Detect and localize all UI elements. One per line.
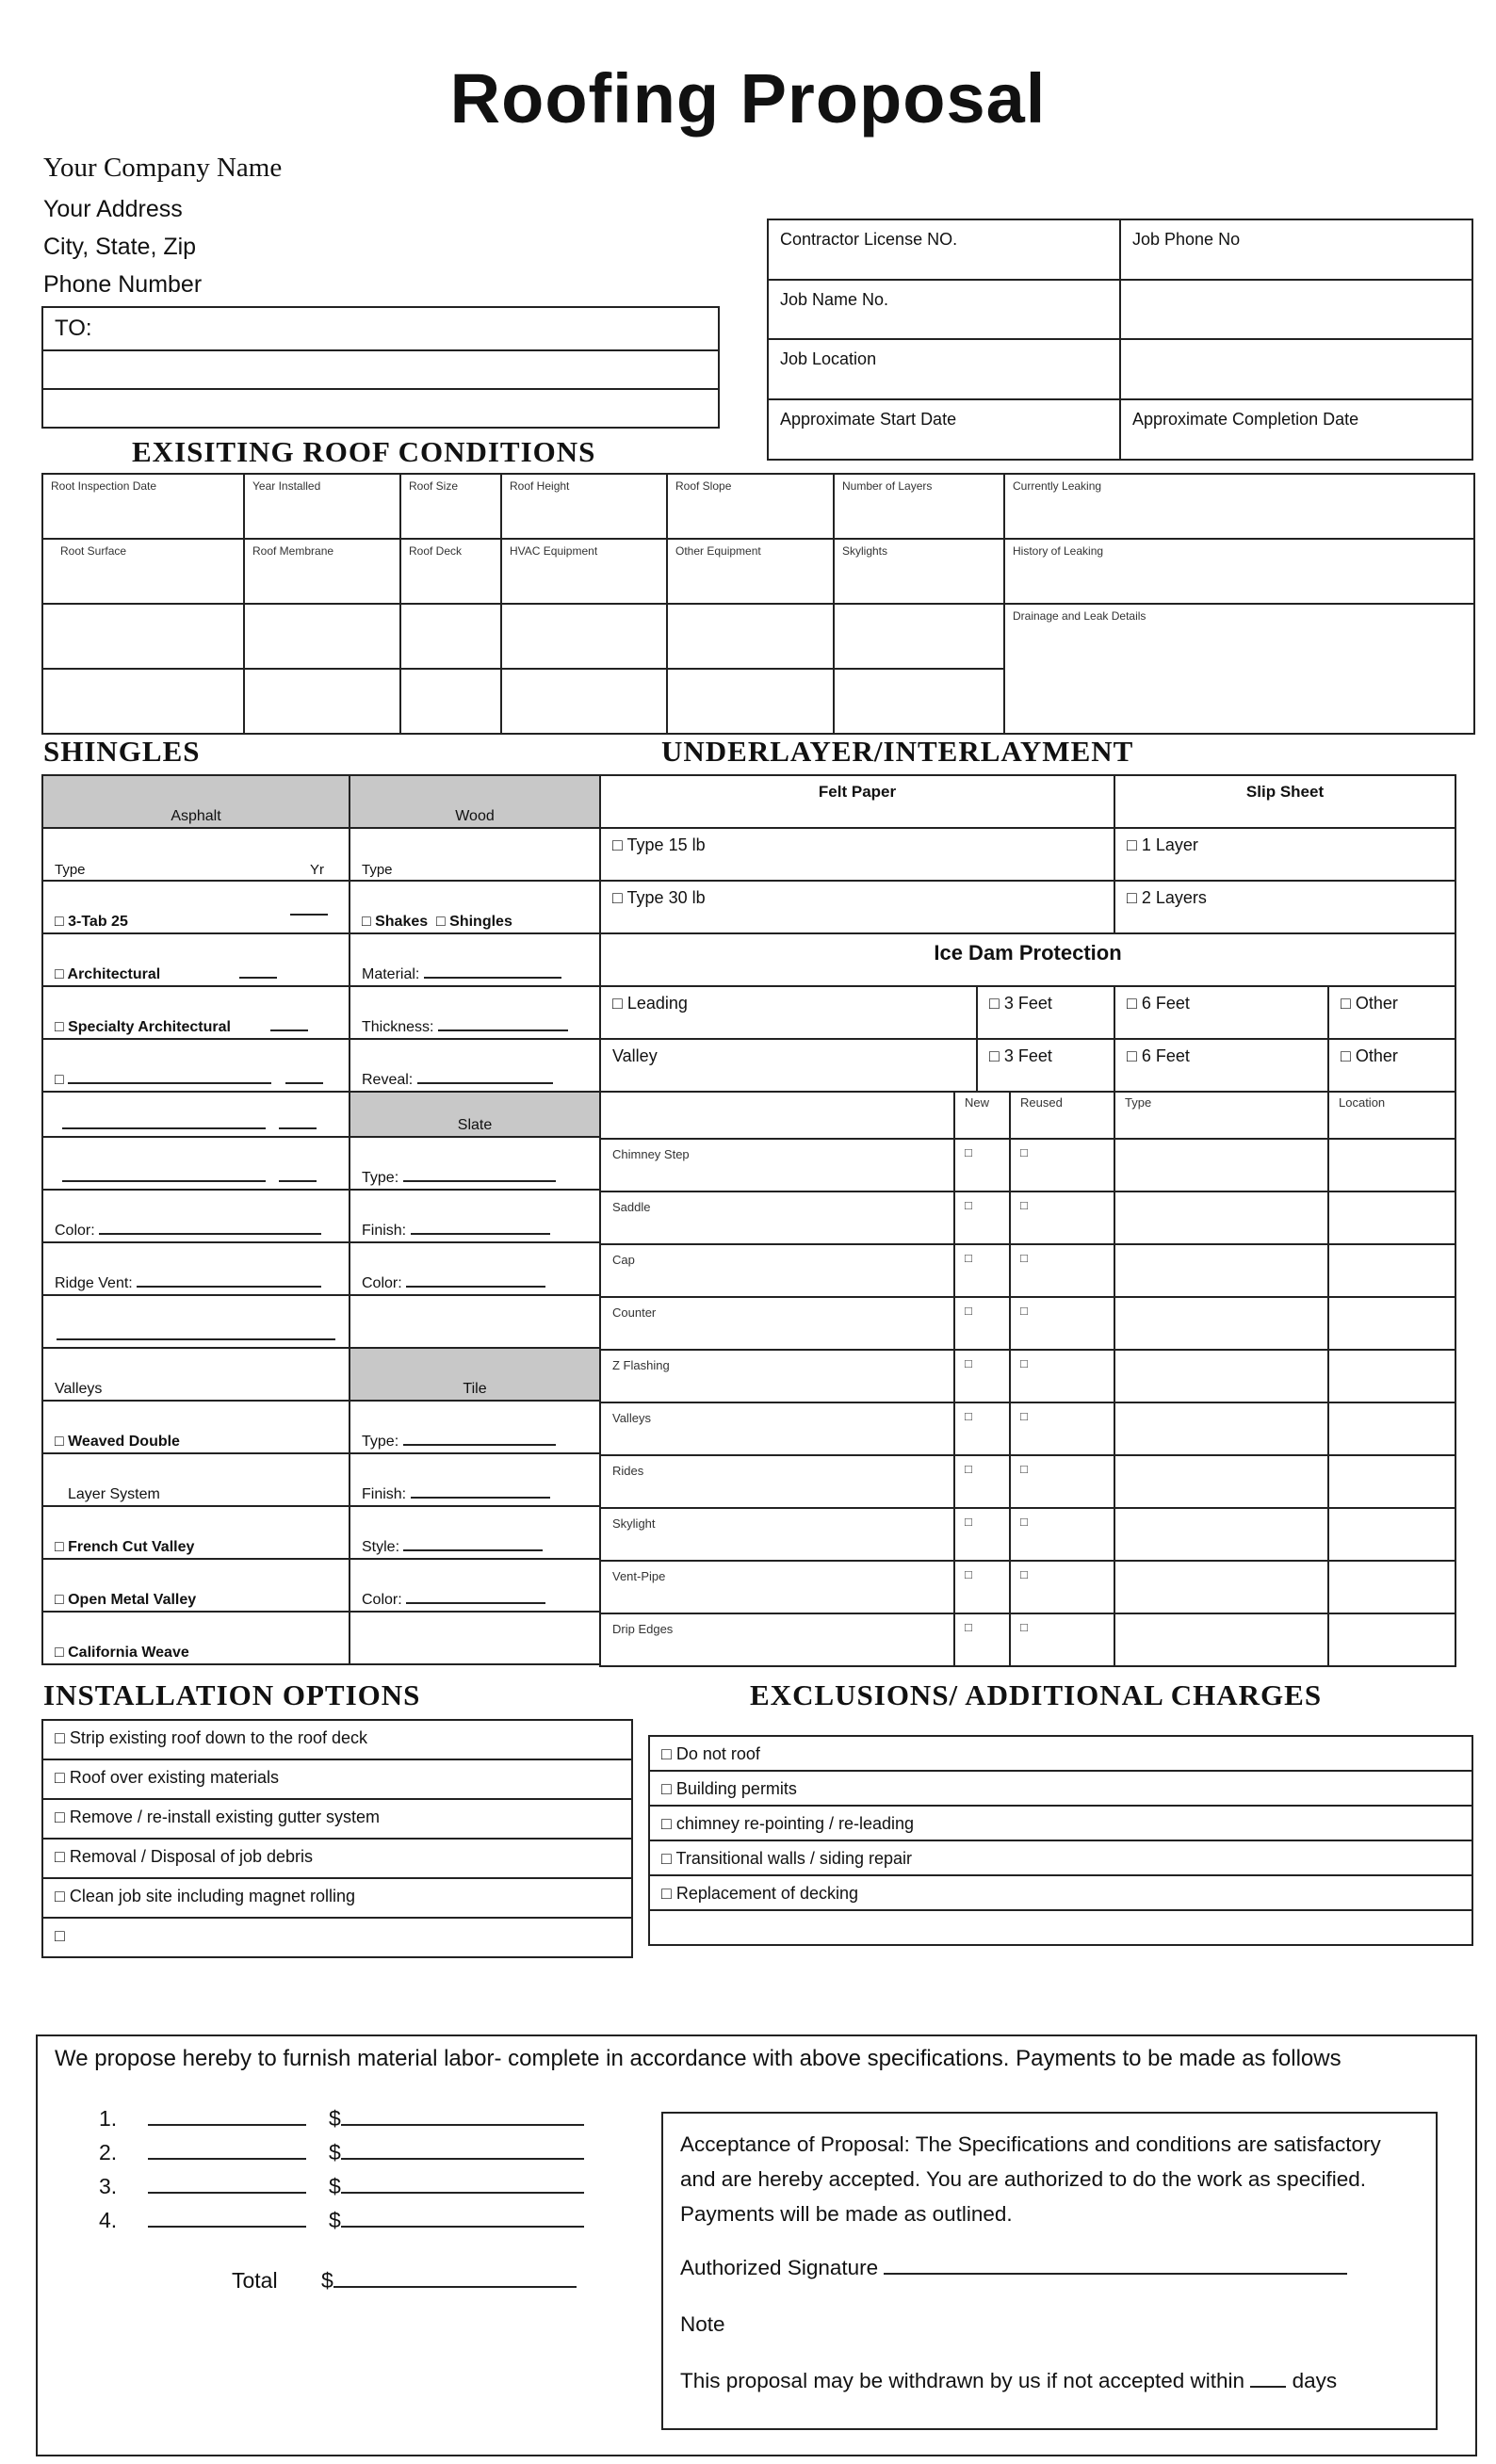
color-line [99, 1233, 321, 1235]
location-cell[interactable] [1328, 1350, 1455, 1402]
flashing-table [599, 1091, 1456, 1667]
job-location-value[interactable] [1120, 339, 1472, 399]
location-cell[interactable] [1328, 1561, 1455, 1613]
architectural-option[interactable] [42, 933, 350, 986]
payment-row-2 [99, 2140, 584, 2165]
reused-checkbox[interactable]: □ [1010, 1508, 1114, 1561]
tile-style-field[interactable] [350, 1506, 600, 1559]
underlayer-heading: UNDERLAYER/INTERLAYMENT [661, 735, 1134, 768]
installation-option[interactable]: □ Roof over existing materials [42, 1759, 632, 1799]
color-line [406, 1286, 545, 1288]
job-name-value[interactable] [1120, 280, 1472, 339]
payment-amount-line[interactable] [341, 2124, 584, 2126]
blank-cell[interactable] [350, 1612, 600, 1664]
valley-6-feet[interactable]: □ 6 Feet [1114, 1039, 1328, 1092]
finish-line [411, 1497, 550, 1499]
flashing-item-header [600, 1092, 954, 1139]
currently-leaking-field[interactable]: Currently Leaking [1004, 474, 1474, 539]
ridge-vent-label: Ridge Vent: [55, 1275, 133, 1291]
color-field[interactable] [42, 1190, 350, 1242]
open-metal-option[interactable]: □ Open Metal Valley [42, 1559, 350, 1612]
type-label: Type [55, 862, 86, 878]
number-layers-field[interactable]: Number of Layers [834, 474, 1004, 539]
type30-option[interactable]: □ Type 30 lb [600, 881, 1114, 933]
blank-cell[interactable] [42, 604, 244, 669]
reused-checkbox[interactable]: □ [1010, 1455, 1114, 1508]
shingles-label: □ Shingles [436, 914, 512, 930]
finish-line [411, 1233, 550, 1235]
new-checkbox[interactable]: □ [954, 1244, 1010, 1297]
valley-option[interactable]: Valley [600, 1039, 977, 1092]
days-label: days [1292, 2369, 1338, 2392]
california-weave-option[interactable]: □ California Weave [42, 1612, 350, 1664]
slate-type-field[interactable] [350, 1137, 600, 1190]
payment-date-line[interactable] [148, 2124, 306, 2126]
checkbox-icon: □ [55, 1072, 64, 1088]
layer2-option[interactable]: □ 2 Layers [1114, 881, 1455, 933]
new-checkbox[interactable]: □ [954, 1508, 1010, 1561]
start-date-label: Approximate Start Date [780, 410, 957, 429]
wood-type-row: Type [350, 828, 600, 881]
valleys-label: Valleys [42, 1348, 350, 1401]
flashing-item: Cap [600, 1244, 954, 1297]
three-tab-label: □ 3-Tab 25 [55, 914, 128, 930]
blank-asphalt-line[interactable] [42, 1137, 350, 1190]
new-checkbox[interactable]: □ [954, 1402, 1010, 1455]
roof-size-field[interactable]: Roof Size [400, 474, 501, 539]
reused-checkbox[interactable]: □ [1010, 1139, 1114, 1191]
valley-other[interactable]: □ Other [1328, 1039, 1455, 1092]
proposal-text: We propose hereby to furnish material labor- complete in accordance with above specifications. Payments to be made as follows [55, 2046, 1342, 2071]
roof-height-field[interactable]: Roof Height [501, 474, 667, 539]
color-label: Color: [362, 1592, 402, 1608]
color-label: Color: [362, 1275, 402, 1291]
wood-header: Wood [350, 775, 600, 828]
blank-cell[interactable] [501, 669, 667, 734]
location-cell[interactable] [1328, 1139, 1455, 1191]
type-cell[interactable] [1114, 1402, 1328, 1455]
installation-option[interactable]: □ Removal / Disposal of job debris [42, 1839, 632, 1878]
finish-label: Finish: [362, 1486, 407, 1502]
blank-line [57, 1338, 335, 1340]
type-cell[interactable] [1114, 1297, 1328, 1350]
note-label: Note [680, 2312, 725, 2336]
company-phone: Phone Number [43, 271, 203, 298]
job-phone-field[interactable] [1120, 219, 1472, 280]
reused-checkbox[interactable]: □ [1010, 1402, 1114, 1455]
ridge-vent-line [137, 1286, 321, 1288]
style-label: Style: [362, 1539, 400, 1555]
finish-label: Finish: [362, 1223, 407, 1239]
type-header: Type [1114, 1092, 1328, 1139]
inspection-date-field[interactable]: Root Inspection Date [42, 474, 244, 539]
blank-cell[interactable] [42, 669, 244, 734]
payment-amount-line[interactable] [341, 2226, 584, 2228]
blank-line [68, 1082, 271, 1084]
reused-checkbox[interactable]: □ [1010, 1561, 1114, 1613]
yr-line [270, 1029, 308, 1031]
thickness-field[interactable] [350, 986, 600, 1039]
company-address: Your Address [43, 196, 183, 222]
blank-cell[interactable] [667, 604, 834, 669]
blank-cell[interactable] [244, 604, 400, 669]
material-field[interactable] [350, 933, 600, 986]
contractor-table [767, 219, 1473, 461]
blank-cell[interactable] [400, 604, 501, 669]
completion-date-label: Approximate Completion Date [1132, 410, 1359, 429]
type-cell[interactable] [1114, 1139, 1328, 1191]
exclusion-option[interactable]: □ Replacement of decking [649, 1875, 1472, 1910]
to-table [41, 306, 720, 429]
to-line-2[interactable] [42, 350, 719, 389]
type-cell[interactable] [1114, 1613, 1328, 1666]
installation-heading: INSTALLATION OPTIONS [43, 1678, 421, 1711]
three-tab-option[interactable] [42, 881, 350, 933]
shingles-heading: SHINGLES [43, 735, 201, 768]
payment-number: 4. [99, 2208, 118, 2232]
reused-header: Reused [1010, 1092, 1114, 1139]
dollar-sign: $ [320, 2268, 333, 2293]
type-cell[interactable] [1114, 1508, 1328, 1561]
location-cell[interactable] [1328, 1244, 1455, 1297]
roof-surface-field[interactable]: Root Surface [42, 539, 244, 604]
underlayer-table [599, 774, 1456, 1093]
yr-line [285, 1082, 323, 1084]
acceptance-box [661, 2112, 1438, 2430]
leading-6-feet[interactable]: □ 6 Feet [1114, 986, 1328, 1039]
start-date-field[interactable] [768, 399, 1120, 460]
installation-table [41, 1719, 633, 1958]
thickness-label: Thickness: [362, 1019, 434, 1035]
wood-shakes-shingles[interactable] [350, 881, 600, 933]
tile-color-field[interactable] [350, 1559, 600, 1612]
thickness-line [438, 1029, 568, 1031]
asphalt-header: Asphalt [42, 775, 350, 828]
total-amount-line[interactable] [333, 2286, 577, 2288]
yr-line [239, 977, 277, 979]
type-line [403, 1444, 556, 1446]
color-label: Color: [55, 1223, 95, 1239]
payment-amount-line[interactable] [341, 2192, 584, 2194]
location-cell[interactable] [1328, 1402, 1455, 1455]
blank-asphalt-line[interactable] [42, 1092, 350, 1137]
exclusion-option[interactable]: □ chimney re-pointing / re-leading [649, 1806, 1472, 1840]
new-checkbox[interactable]: □ [954, 1613, 1010, 1666]
reveal-field[interactable] [350, 1039, 600, 1092]
installation-option[interactable]: □ Remove / re-install existing gutter system [42, 1799, 632, 1839]
page-title: Roofing Proposal [449, 59, 1047, 138]
new-header: New [954, 1092, 1010, 1139]
location-cell[interactable] [1328, 1191, 1455, 1244]
existing-conditions-heading: EXISITING ROOF CONDITIONS [132, 435, 596, 468]
payment-date-line[interactable] [148, 2226, 306, 2228]
job-phone-label: Job Phone No [1132, 230, 1241, 249]
type-cell[interactable] [1114, 1350, 1328, 1402]
type-label: Type: [362, 1434, 399, 1450]
blank-asphalt-option[interactable] [42, 1039, 350, 1092]
signature-row [680, 2256, 1419, 2280]
slip-sheet-header: Slip Sheet [1114, 775, 1455, 828]
yr-line [279, 1180, 317, 1182]
blank-ridge-line[interactable] [42, 1295, 350, 1348]
blank-cell[interactable] [834, 669, 1004, 734]
flashing-item: Chimney Step [600, 1139, 954, 1191]
history-leaking-field[interactable]: History of Leaking [1004, 539, 1474, 604]
valley-3-feet[interactable]: □ 3 Feet [977, 1039, 1114, 1092]
signature-line[interactable] [884, 2273, 1347, 2275]
asphalt-type-row [42, 828, 350, 881]
to-field[interactable] [42, 307, 719, 350]
material-line [424, 977, 561, 979]
flashing-item: Valleys [600, 1402, 954, 1455]
yr-label: Yr [310, 862, 324, 878]
new-checkbox[interactable]: □ [954, 1350, 1010, 1402]
flashing-item: Z Flashing [600, 1350, 954, 1402]
type-cell[interactable] [1114, 1455, 1328, 1508]
flashing-item: Skylight [600, 1508, 954, 1561]
leading-3-feet[interactable]: □ 3 Feet [977, 986, 1114, 1039]
total-label: Total [232, 2268, 278, 2293]
blank-cell[interactable] [501, 604, 667, 669]
shakes-label: □ Shakes [362, 914, 429, 930]
layer-system-label: Layer System [42, 1453, 350, 1506]
type-cell[interactable] [1114, 1191, 1328, 1244]
hvac-equipment-field[interactable]: HVAC Equipment [501, 539, 667, 604]
payment-row-4 [99, 2208, 584, 2233]
tile-finish-field[interactable] [350, 1453, 600, 1506]
blank-line [62, 1127, 266, 1129]
job-name-label: Job Name No. [780, 290, 889, 309]
payment-number: 3. [99, 2174, 118, 2198]
location-cell[interactable] [1328, 1613, 1455, 1666]
reused-checkbox[interactable]: □ [1010, 1244, 1114, 1297]
payment-number: 1. [99, 2106, 118, 2131]
flashing-item: Drip Edges [600, 1613, 954, 1666]
roof-slope-field[interactable]: Roof Slope [667, 474, 834, 539]
acceptance-text: Acceptance of Proposal: The Specifications and conditions are satisfactory and are hereby accepted. You are authorized to do the work as specified. Payments will be made as outlined. [680, 2132, 1381, 2226]
payment-number: 2. [99, 2140, 118, 2164]
flashing-item: Saddle [600, 1191, 954, 1244]
new-checkbox[interactable]: □ [954, 1139, 1010, 1191]
completion-date-field[interactable] [1120, 399, 1472, 460]
yr-line [290, 914, 328, 916]
type15-option[interactable]: □ Type 15 lb [600, 828, 1114, 881]
new-checkbox[interactable]: □ [954, 1297, 1010, 1350]
to-label: TO: [55, 316, 92, 341]
exclusion-option[interactable]: □ Transitional walls / siding repair [649, 1840, 1472, 1875]
days-line[interactable] [1250, 2386, 1286, 2388]
payment-amount-line[interactable] [341, 2158, 584, 2160]
style-line [403, 1549, 543, 1551]
signature-label: Authorized Signature [680, 2256, 879, 2279]
type-cell[interactable] [1114, 1561, 1328, 1613]
french-cut-option[interactable]: □ French Cut Valley [42, 1506, 350, 1559]
exclusions-table [648, 1735, 1473, 1946]
ice-dam-header: Ice Dam Protection [600, 933, 1455, 986]
blank-cell[interactable] [400, 669, 501, 734]
type-cell[interactable] [1114, 1244, 1328, 1297]
payment-total-row [232, 2268, 577, 2294]
withdraw-text: This proposal may be withdrawn by us if not accepted within [680, 2369, 1245, 2392]
tile-type-field[interactable] [350, 1401, 600, 1453]
location-cell[interactable] [1328, 1508, 1455, 1561]
reveal-label: Reveal: [362, 1072, 414, 1088]
material-label: Material: [362, 966, 420, 982]
roof-deck-field[interactable]: Roof Deck [400, 539, 501, 604]
dollar-sign: $ [328, 2140, 341, 2164]
reused-checkbox[interactable]: □ [1010, 1191, 1114, 1244]
withdraw-row [680, 2369, 1419, 2393]
dollar-sign: $ [328, 2106, 341, 2131]
drainage-details-field[interactable]: Drainage and Leak Details [1004, 604, 1474, 734]
blank-cell[interactable] [244, 669, 400, 734]
weaved-double-option[interactable]: □ Weaved Double [42, 1401, 350, 1453]
specialty-option[interactable] [42, 986, 350, 1039]
company-city: City, State, Zip [43, 234, 197, 260]
reused-checkbox[interactable]: □ [1010, 1350, 1114, 1402]
ridge-vent-field[interactable] [42, 1242, 350, 1295]
existing-conditions-table [41, 473, 1475, 735]
specialty-label: □ Specialty Architectural [55, 1019, 231, 1035]
shingles-table [41, 774, 601, 1665]
new-checkbox[interactable]: □ [954, 1561, 1010, 1613]
layer1-option[interactable]: □ 1 Layer [1114, 828, 1455, 881]
reused-checkbox[interactable]: □ [1010, 1297, 1114, 1350]
exclusions-heading: EXCLUSIONS/ ADDITIONAL CHARGES [750, 1678, 1323, 1711]
payment-row-3 [99, 2174, 584, 2199]
dollar-sign: $ [328, 2208, 341, 2232]
contractor-license-label: Contractor License NO. [780, 230, 958, 249]
blank-cell[interactable] [667, 669, 834, 734]
yr-line [279, 1127, 317, 1129]
dollar-sign: $ [328, 2174, 341, 2198]
color-line [406, 1602, 545, 1604]
slate-color-field[interactable] [350, 1242, 600, 1295]
skylights-field[interactable]: Skylights [834, 539, 1004, 604]
tile-header: Tile [350, 1348, 600, 1401]
slate-header: Slate [350, 1092, 600, 1137]
architectural-label: □ Architectural [55, 966, 161, 982]
leading-other[interactable]: □ Other [1328, 986, 1455, 1039]
job-location-label: Job Location [780, 349, 877, 368]
blank-cell[interactable] [834, 604, 1004, 669]
type-line [403, 1180, 556, 1182]
felt-paper-header: Felt Paper [600, 775, 1114, 828]
new-checkbox[interactable]: □ [954, 1455, 1010, 1508]
other-equipment-field[interactable]: Other Equipment [667, 539, 834, 604]
flashing-item: Rides [600, 1455, 954, 1508]
reused-checkbox[interactable]: □ [1010, 1613, 1114, 1666]
exclusion-option[interactable]: □ Do not roof [649, 1736, 1472, 1771]
company-name: Your Company Name [43, 153, 283, 183]
slate-finish-field[interactable] [350, 1190, 600, 1242]
type-label: Type: [362, 1170, 399, 1186]
payment-row-1 [99, 2106, 584, 2132]
flashing-item: Vent-Pipe [600, 1561, 954, 1613]
exclusion-option[interactable]: □ Building permits [649, 1771, 1472, 1806]
blank-cell[interactable] [350, 1295, 600, 1348]
reveal-line [417, 1082, 553, 1084]
exclusion-option[interactable] [649, 1910, 1472, 1945]
roof-membrane-field[interactable]: Roof Membrane [244, 539, 400, 604]
blank-line [62, 1180, 266, 1182]
new-checkbox[interactable]: □ [954, 1191, 1010, 1244]
contractor-license-field[interactable] [768, 219, 1120, 280]
leading-option[interactable]: □ Leading [600, 986, 977, 1039]
installation-option[interactable]: □ Strip existing roof down to the roof deck [42, 1720, 632, 1759]
year-installed-field[interactable]: Year Installed [244, 474, 400, 539]
job-location-field[interactable] [768, 339, 1120, 399]
installation-option[interactable]: □ Clean job site including magnet rolling [42, 1878, 632, 1918]
job-name-field[interactable] [768, 280, 1120, 339]
payment-date-line[interactable] [148, 2158, 306, 2160]
payment-date-line[interactable] [148, 2192, 306, 2194]
location-cell[interactable] [1328, 1297, 1455, 1350]
location-header: Location [1328, 1092, 1455, 1139]
location-cell[interactable] [1328, 1455, 1455, 1508]
flashing-item: Counter [600, 1297, 954, 1350]
installation-option[interactable]: □ [42, 1918, 632, 1957]
to-line-3[interactable] [42, 389, 719, 428]
